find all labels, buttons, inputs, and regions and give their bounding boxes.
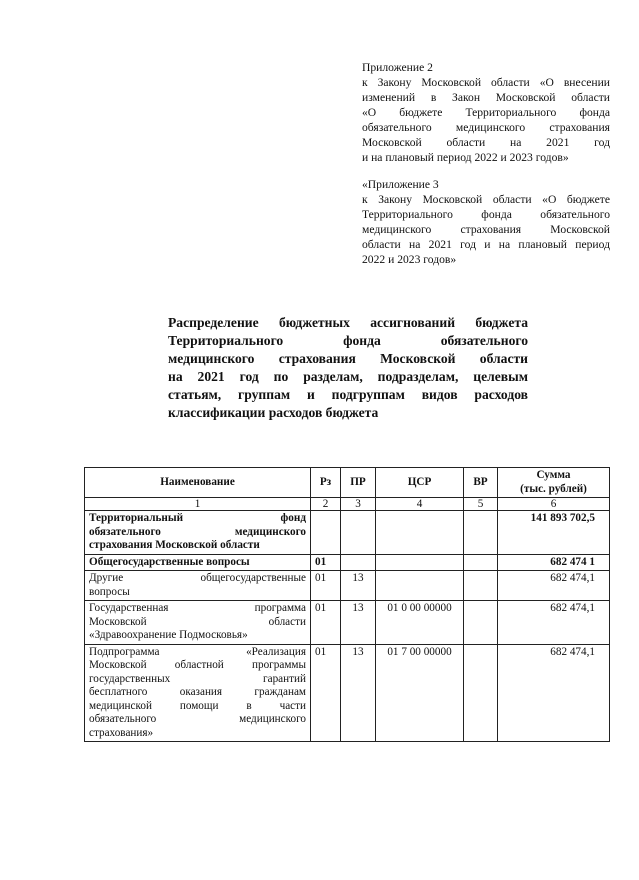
row-name-line: Государственная программа [89,602,306,614]
row-vr [464,511,498,555]
row-name-line: страхования» [89,726,154,739]
row-name-line: медицинской помощи в части [89,699,306,712]
row-name-line: Московской областной программы [89,659,306,671]
table-row [85,511,610,555]
row-vr [464,554,498,571]
row-name [85,644,311,742]
row-vr [464,571,498,601]
row-name-line: страхования Московской области [89,539,260,551]
budget-table [84,467,610,742]
appendix-line: 2022 и 2023 годов» [362,253,457,266]
row-sum: 682 474,1 [498,601,610,645]
row-pr: 13 [341,644,376,742]
column-number: 4 [376,498,464,511]
appendix-3-note [362,177,610,267]
appendix-line: медицинского страхования Московской [362,223,610,236]
title-line: медицинского страхования Московской области [168,351,528,366]
row-pr: 13 [341,571,376,601]
title-line: Территориального фонда обязательного [168,333,528,348]
table-row [85,554,610,571]
appendix-line: области на 2021 год и на плановый период [362,238,610,251]
row-name [85,601,311,645]
column-number: 2 [311,498,341,511]
row-sum: 682 474,1 [498,644,610,742]
table-row [85,601,610,645]
row-vr [464,601,498,645]
appendix-line: к Закону Московской области «О бюджете [362,193,610,206]
table-header-row [85,468,610,498]
row-sum: 682 474,1 [498,571,610,601]
row-rz: 01 [311,644,341,742]
row-pr: 13 [341,601,376,645]
row-name-line: Общегосударственные вопросы [89,555,250,568]
title-line: статьям, группам и подгруппам видов расходов [168,387,528,402]
header-vr: ВР [464,468,498,498]
title-line: Распределение бюджетных ассигнований бюджета [168,315,528,330]
table-row [85,571,610,601]
header-rz: Рз [311,468,341,498]
row-rz: 01 [311,571,341,601]
row-name-line: «Здравоохранение Подмосковья» [89,629,248,641]
row-name-line: Московской области [89,615,306,628]
appendix-line: и на плановый период 2022 и 2023 годов» [362,151,569,164]
appendix-line: изменений в Закон Московской области [362,91,610,104]
row-csr [376,571,464,601]
row-rz: 01 [311,601,341,645]
row-name-line: Подпрограмма «Реализация [89,645,306,658]
row-pr [341,554,376,571]
row-name-line: обязательного медицинского [89,525,306,538]
column-number: 1 [85,498,311,511]
row-name-line: бесплатного оказания гражданам [89,686,306,698]
column-number: 3 [341,498,376,511]
row-csr: 01 0 00 00000 [376,601,464,645]
row-name-line: Территориальный фонд [89,512,306,524]
row-csr [376,554,464,571]
row-name-line: вопросы [89,585,130,598]
appendix-line: «Приложение 3 [362,178,439,191]
title-line: классификации расходов бюджета [168,405,379,420]
row-name [85,571,311,601]
appendix-line: Приложение 2 [362,61,433,74]
row-name-line: Другие общегосударственные [89,572,306,584]
row-pr [341,511,376,555]
row-name [85,511,311,555]
row-name [85,554,311,571]
header-csr: ЦСР [376,468,464,498]
row-rz: 01 [311,554,341,571]
table-row [85,644,610,742]
row-sum: 141 893 702,5 [498,511,610,555]
row-vr [464,644,498,742]
appendix-line: «О бюджете Территориального фонда [362,106,610,119]
header-sum [498,468,610,498]
title-line: на 2021 год по разделам, подразделам, целевым [168,369,528,384]
appendix-line: обязательного медицинского страхования [362,121,610,134]
row-name-line: государственных гарантий [89,672,306,685]
document-title [168,314,528,422]
header-pr: ПР [341,468,376,498]
header-name: Наименование [85,468,311,498]
row-csr [376,511,464,555]
row-rz [311,511,341,555]
row-name-line: обязательного медицинского [89,713,306,725]
row-sum: 682 474 1 [498,554,610,571]
row-csr: 01 7 00 00000 [376,644,464,742]
appendix-line: Территориального фонда обязательного [362,208,610,221]
header-sum-line1: Сумма [536,469,571,481]
column-number: 6 [498,498,610,511]
column-number: 5 [464,498,498,511]
header-sum-line2: (тыс. рублей) [520,482,587,495]
appendix-line: к Закону Московской области «О внесении [362,76,610,89]
column-number-row [85,498,610,511]
appendix-line: Московской области на 2021 год [362,136,610,149]
appendix-2-note [362,60,610,165]
